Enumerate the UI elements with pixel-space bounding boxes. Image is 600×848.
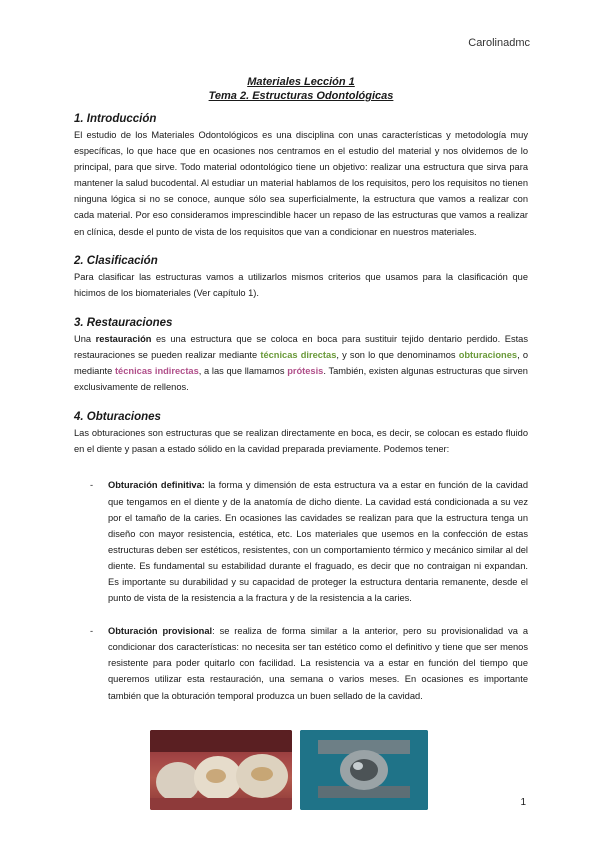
list-item xyxy=(74,623,528,703)
list-item-body: la forma y dimensión de esta estructura va a estar en función de la cavidad que tengamos en el diente y de la anatomía de dicho diente. La cavidad está condicionada a su vez por el tamaño de la caries. En ocasiones las cavidades se realizan para que la estructura tenga un diseño con mayor resistencia, estética, etc. Los materiales que usemos en la confección de estas estructuras deben ser estéticos, resistentes, con un comportamiento térmico y mecánico similar al del diente. Es fundamental su estabilidad durante el fraguado, es decir que no contraigan ni expandan. Es importante su durabilidad y su capacidad de proteger la estructura dentaria remanente, desde el punto de vista de la resistencia a la fractura y de la resistencia a la caries. xyxy=(108,480,528,604)
list-dash: - xyxy=(90,480,94,491)
term-protesis: prótesis xyxy=(287,366,324,377)
teeth-restoration-photo xyxy=(150,730,292,810)
list-item-label: Obturación definitiva: xyxy=(108,480,205,491)
rubber-dam-photo xyxy=(300,730,428,810)
rubber-dam-illustration xyxy=(300,730,428,810)
page-number: 1 xyxy=(520,797,526,808)
photo-strip xyxy=(150,730,430,810)
text-run: Una xyxy=(74,333,96,344)
text-run: , y son lo que denominamos xyxy=(336,349,459,360)
section-clasificacion xyxy=(74,254,528,301)
list-item-label: Obturación provisional xyxy=(108,626,213,637)
section-paragraph: El estudio de los Materiales Odontológicos es una disciplina con unas características y metodología muy específicas, lo que hace que en ocasiones nos centramos en el estudio del material y nos olvidemos de lo principal, para que sirve. Todo material odontológico tiene un objetivo: realizar una estructura que sirva para mantener la salud bucodental. Al estudiar un material hablamos de los requisitos, pero los requisitos no tienen ninguna lógica si no se conoce, aunque sólo sea superficialmente, la estructura que vamos a realizar con cada material. Por eso consideramos imprescindible hacer un repaso de las estructuras que vamos a realizar en clínica, desde el punto de vista de los requisitos que van a condicionar en nuestros materiales. xyxy=(74,130,528,237)
text-run: , o mediante xyxy=(74,349,528,377)
author-name: Carolinadmc xyxy=(468,37,530,49)
document-title xyxy=(74,75,528,103)
section-introduccion xyxy=(74,112,528,240)
obturaciones-list xyxy=(74,477,528,703)
section-heading: 2. Clasificación xyxy=(74,254,158,267)
term-restauracion: restauración xyxy=(95,333,152,344)
title-line-1: Materiales Lección 1 xyxy=(247,76,355,88)
section-heading: 4. Obturaciones xyxy=(74,411,161,424)
text-run: , a las que llamamos xyxy=(198,366,288,377)
list-item-text xyxy=(108,623,528,703)
list-item-text xyxy=(108,477,528,606)
section-heading: 1. Introducción xyxy=(74,113,157,125)
term-tecnicas-directas: técnicas directas xyxy=(260,349,337,360)
text-run: es una estructura que se coloca en boca para sustituir tejido dentario perdido. Estas restauraciones se pueden realizar mediante xyxy=(74,333,529,360)
teeth-illustration xyxy=(150,730,292,810)
list-dash: - xyxy=(90,626,94,637)
text-run: . También, existen algunas estructuras que sirven exclusivamente de rellenos. xyxy=(74,366,528,393)
section-restauraciones xyxy=(74,316,528,395)
term-obturaciones: obturaciones xyxy=(458,349,518,360)
section-paragraph: Las obturaciones son estructuras que se realizan directamente en boca, es decir, se colocan es estado fluido en el diente y pasan a estado sólido en la cavidad preparada previamente. Podemos tener: xyxy=(74,428,528,455)
section-paragraph xyxy=(74,331,528,395)
term-tecnicas-indirectas: técnicas indirectas xyxy=(114,366,199,377)
list-item xyxy=(74,477,528,606)
title-line-2: Tema 2. Estructuras Odontológicas xyxy=(208,90,394,102)
list-item-body: : se realiza de forma similar a la anterior, pero su provisionalidad va a condicionar dos características: no necesita ser tan estético como el definitivo y tiene que ser menos resistente para poder quitarlo con facilidad. La resistencia va a estar en función del tiempo que queremos utilizar esta restauración, una semana o varios meses. En ocasiones es importante también que la obturación temporal produzca un buen sellado de la cavidad. xyxy=(108,626,529,701)
document-body xyxy=(74,75,528,721)
section-heading: 3. Restauraciones xyxy=(74,316,173,329)
section-obturaciones xyxy=(74,410,528,703)
section-paragraph: Para clasificar las estructuras vamos a utilizarlos mismos criterios que usamos para la clasificación que hicimos de los biomateriales (Ver capítulo 1). xyxy=(74,271,528,298)
